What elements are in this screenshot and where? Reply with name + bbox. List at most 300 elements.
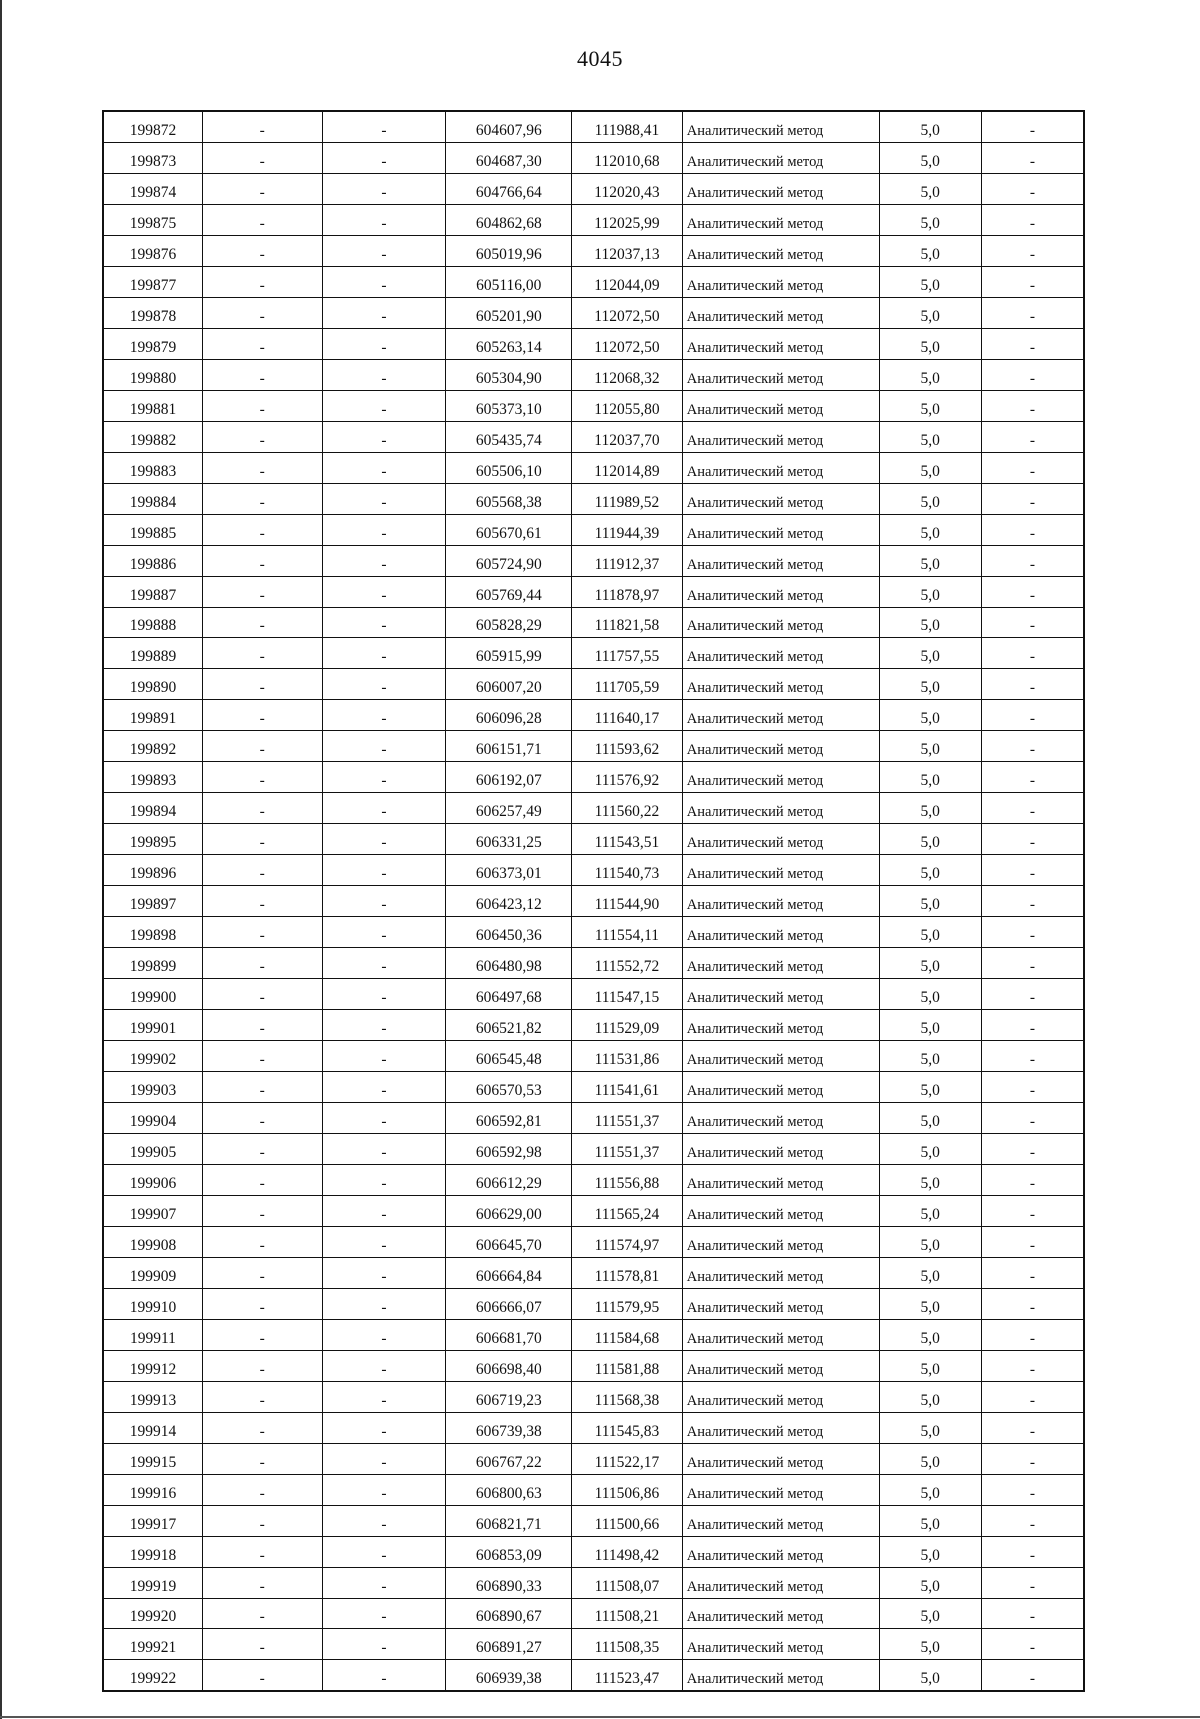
method-cell: Аналитический метод [682,1226,879,1257]
col8-cell: - [981,1629,1084,1660]
point-number-cell: 199920 [103,1598,202,1629]
col8-cell: - [981,1474,1084,1505]
col8-cell: - [981,607,1084,638]
y-coordinate-cell: 111543,51 [572,824,683,855]
method-cell: Аналитический метод [682,731,879,762]
method-cell: Аналитический метод [682,576,879,607]
table-row [103,669,1084,700]
col8-cell: - [981,793,1084,824]
col3-cell: - [322,421,446,452]
y-coordinate-cell: 111989,52 [572,483,683,514]
accuracy-cell: 5,0 [879,1041,981,1072]
x-coordinate-cell: 606800,63 [446,1474,572,1505]
col3-cell: - [322,731,446,762]
col3-cell: - [322,235,446,266]
table-row [103,111,1084,142]
col3-cell: - [322,1164,446,1195]
col3-cell: - [322,514,446,545]
accuracy-cell: 5,0 [879,886,981,917]
x-coordinate-cell: 606545,48 [446,1041,572,1072]
col2-cell: - [202,1103,322,1134]
x-coordinate-cell: 606480,98 [446,948,572,979]
method-cell: Аналитический метод [682,111,879,142]
col2-cell: - [202,1195,322,1226]
accuracy-cell: 5,0 [879,948,981,979]
method-cell: Аналитический метод [682,1536,879,1567]
table-row [103,1412,1084,1443]
point-number-cell: 199900 [103,979,202,1010]
table-row [103,1505,1084,1536]
page-number: 4045 [577,46,623,71]
col8-cell: - [981,266,1084,297]
col2-cell: - [202,1536,322,1567]
table-row [103,1288,1084,1319]
col3-cell: - [322,266,446,297]
point-number-cell: 199899 [103,948,202,979]
point-number-cell: 199906 [103,1164,202,1195]
table-row [103,1103,1084,1134]
col8-cell: - [981,235,1084,266]
accuracy-cell: 5,0 [879,917,981,948]
col8-cell: - [981,359,1084,390]
table-row [103,1195,1084,1226]
col8-cell: - [981,1443,1084,1474]
col3-cell: - [322,1257,446,1288]
method-cell: Аналитический метод [682,1257,879,1288]
method-cell: Аналитический метод [682,545,879,576]
point-number-cell: 199874 [103,173,202,204]
page-border-bottom [0,1716,1200,1718]
col3-cell: - [322,204,446,235]
accuracy-cell: 5,0 [879,669,981,700]
table-row [103,1041,1084,1072]
accuracy-cell: 5,0 [879,1443,981,1474]
x-coordinate-cell: 605724,90 [446,545,572,576]
y-coordinate-cell: 112044,09 [572,266,683,297]
col3-cell: - [322,1103,446,1134]
y-coordinate-cell: 111574,97 [572,1226,683,1257]
col8-cell: - [981,1598,1084,1629]
col3-cell: - [322,111,446,142]
point-number-cell: 199909 [103,1257,202,1288]
point-number-cell: 199883 [103,452,202,483]
table-row [103,421,1084,452]
accuracy-cell: 5,0 [879,1567,981,1598]
point-number-cell: 199897 [103,886,202,917]
col8-cell: - [981,111,1084,142]
x-coordinate-cell: 606521,82 [446,1010,572,1041]
col3-cell: - [322,1226,446,1257]
y-coordinate-cell: 111522,17 [572,1443,683,1474]
accuracy-cell: 5,0 [879,762,981,793]
point-number-cell: 199917 [103,1505,202,1536]
col8-cell: - [981,421,1084,452]
x-coordinate-cell: 606939,38 [446,1660,572,1691]
point-number-cell: 199902 [103,1041,202,1072]
method-cell: Аналитический метод [682,1567,879,1598]
col8-cell: - [981,979,1084,1010]
method-cell: Аналитический метод [682,1164,879,1195]
y-coordinate-cell: 111529,09 [572,1010,683,1041]
table-row [103,142,1084,173]
x-coordinate-cell: 606890,33 [446,1567,572,1598]
col3-cell: - [322,762,446,793]
y-coordinate-cell: 111584,68 [572,1319,683,1350]
col3-cell: - [322,576,446,607]
x-coordinate-cell: 606629,00 [446,1195,572,1226]
accuracy-cell: 5,0 [879,483,981,514]
accuracy-cell: 5,0 [879,1598,981,1629]
col8-cell: - [981,1536,1084,1567]
x-coordinate-cell: 605568,38 [446,483,572,514]
accuracy-cell: 5,0 [879,979,981,1010]
x-coordinate-cell: 605019,96 [446,235,572,266]
col3-cell: - [322,1505,446,1536]
accuracy-cell: 5,0 [879,359,981,390]
col3-cell: - [322,1412,446,1443]
table-row [103,1257,1084,1288]
table-row [103,979,1084,1010]
method-cell: Аналитический метод [682,235,879,266]
point-number-cell: 199919 [103,1567,202,1598]
col2-cell: - [202,1350,322,1381]
x-coordinate-cell: 604766,64 [446,173,572,204]
method-cell: Аналитический метод [682,979,879,1010]
col3-cell: - [322,1536,446,1567]
point-number-cell: 199903 [103,1072,202,1103]
accuracy-cell: 5,0 [879,1257,981,1288]
col2-cell: - [202,638,322,669]
x-coordinate-cell: 606096,28 [446,700,572,731]
accuracy-cell: 5,0 [879,1319,981,1350]
point-number-cell: 199918 [103,1536,202,1567]
y-coordinate-cell: 111579,95 [572,1288,683,1319]
col8-cell: - [981,1257,1084,1288]
col2-cell: - [202,328,322,359]
y-coordinate-cell: 111554,11 [572,917,683,948]
col2-cell: - [202,142,322,173]
x-coordinate-cell: 606151,71 [446,731,572,762]
accuracy-cell: 5,0 [879,638,981,669]
y-coordinate-cell: 111705,59 [572,669,683,700]
x-coordinate-cell: 605201,90 [446,297,572,328]
accuracy-cell: 5,0 [879,173,981,204]
y-coordinate-cell: 112072,50 [572,328,683,359]
col2-cell: - [202,948,322,979]
y-coordinate-cell: 111640,17 [572,700,683,731]
table-row [103,1598,1084,1629]
col3-cell: - [322,886,446,917]
table-row [103,359,1084,390]
col2-cell: - [202,204,322,235]
col8-cell: - [981,1072,1084,1103]
y-coordinate-cell: 111551,37 [572,1133,683,1164]
col8-cell: - [981,1319,1084,1350]
accuracy-cell: 5,0 [879,1103,981,1134]
col3-cell: - [322,1010,446,1041]
col2-cell: - [202,173,322,204]
col2-cell: - [202,1257,322,1288]
accuracy-cell: 5,0 [879,1536,981,1567]
y-coordinate-cell: 111821,58 [572,607,683,638]
table-row [103,452,1084,483]
y-coordinate-cell: 111500,66 [572,1505,683,1536]
y-coordinate-cell: 112010,68 [572,142,683,173]
point-number-cell: 199908 [103,1226,202,1257]
x-coordinate-cell: 604687,30 [446,142,572,173]
col2-cell: - [202,545,322,576]
x-coordinate-cell: 605116,00 [446,266,572,297]
y-coordinate-cell: 112055,80 [572,390,683,421]
y-coordinate-cell: 111531,86 [572,1041,683,1072]
method-cell: Аналитический метод [682,1010,879,1041]
col2-cell: - [202,669,322,700]
col3-cell: - [322,979,446,1010]
accuracy-cell: 5,0 [879,793,981,824]
col8-cell: - [981,576,1084,607]
col2-cell: - [202,607,322,638]
table-row [103,1226,1084,1257]
col2-cell: - [202,390,322,421]
accuracy-cell: 5,0 [879,1660,981,1691]
table-body [103,111,1084,1691]
x-coordinate-cell: 606767,22 [446,1443,572,1474]
y-coordinate-cell: 111556,88 [572,1164,683,1195]
accuracy-cell: 5,0 [879,607,981,638]
table-row [103,638,1084,669]
col8-cell: - [981,514,1084,545]
point-number-cell: 199881 [103,390,202,421]
col2-cell: - [202,1041,322,1072]
table-row [103,731,1084,762]
point-number-cell: 199904 [103,1103,202,1134]
col3-cell: - [322,1072,446,1103]
table-row [103,1133,1084,1164]
table-row [103,855,1084,886]
col2-cell: - [202,1288,322,1319]
y-coordinate-cell: 111552,72 [572,948,683,979]
accuracy-cell: 5,0 [879,1381,981,1412]
accuracy-cell: 5,0 [879,576,981,607]
method-cell: Аналитический метод [682,390,879,421]
method-cell: Аналитический метод [682,917,879,948]
col2-cell: - [202,297,322,328]
x-coordinate-cell: 606666,07 [446,1288,572,1319]
table-row [103,607,1084,638]
table-row [103,1443,1084,1474]
method-cell: Аналитический метод [682,1195,879,1226]
method-cell: Аналитический метод [682,855,879,886]
point-number-cell: 199890 [103,669,202,700]
point-number-cell: 199912 [103,1350,202,1381]
method-cell: Аналитический метод [682,1474,879,1505]
accuracy-cell: 5,0 [879,514,981,545]
col2-cell: - [202,1629,322,1660]
col8-cell: - [981,1412,1084,1443]
x-coordinate-cell: 606592,98 [446,1133,572,1164]
table-row [103,576,1084,607]
table-row [103,1072,1084,1103]
col3-cell: - [322,452,446,483]
table-row [103,917,1084,948]
col8-cell: - [981,545,1084,576]
col3-cell: - [322,1350,446,1381]
table-row [103,793,1084,824]
col3-cell: - [322,173,446,204]
accuracy-cell: 5,0 [879,452,981,483]
point-number-cell: 199892 [103,731,202,762]
point-number-cell: 199905 [103,1133,202,1164]
col2-cell: - [202,266,322,297]
col2-cell: - [202,731,322,762]
col8-cell: - [981,1381,1084,1412]
table-row [103,204,1084,235]
point-number-cell: 199891 [103,700,202,731]
col2-cell: - [202,235,322,266]
col3-cell: - [322,607,446,638]
x-coordinate-cell: 606821,71 [446,1505,572,1536]
col3-cell: - [322,1381,446,1412]
accuracy-cell: 5,0 [879,204,981,235]
point-number-cell: 199895 [103,824,202,855]
accuracy-cell: 5,0 [879,824,981,855]
x-coordinate-cell: 606007,20 [446,669,572,700]
x-coordinate-cell: 605373,10 [446,390,572,421]
col2-cell: - [202,979,322,1010]
col8-cell: - [981,731,1084,762]
col8-cell: - [981,638,1084,669]
col2-cell: - [202,1412,322,1443]
method-cell: Аналитический метод [682,762,879,793]
y-coordinate-cell: 111878,97 [572,576,683,607]
method-cell: Аналитический метод [682,1319,879,1350]
method-cell: Аналитический метод [682,669,879,700]
point-number-cell: 199879 [103,328,202,359]
y-coordinate-cell: 111912,37 [572,545,683,576]
point-number-cell: 199922 [103,1660,202,1691]
table-row [103,1350,1084,1381]
y-coordinate-cell: 111568,38 [572,1381,683,1412]
y-coordinate-cell: 112037,13 [572,235,683,266]
col8-cell: - [981,142,1084,173]
col2-cell: - [202,1598,322,1629]
col8-cell: - [981,483,1084,514]
col3-cell: - [322,700,446,731]
y-coordinate-cell: 111944,39 [572,514,683,545]
method-cell: Аналитический метод [682,1598,879,1629]
accuracy-cell: 5,0 [879,731,981,762]
table-row [103,1567,1084,1598]
point-number-cell: 199916 [103,1474,202,1505]
col2-cell: - [202,1474,322,1505]
method-cell: Аналитический метод [682,142,879,173]
table-row [103,1660,1084,1691]
accuracy-cell: 5,0 [879,328,981,359]
method-cell: Аналитический метод [682,824,879,855]
col2-cell: - [202,1660,322,1691]
coordinates-table [102,110,1085,1692]
x-coordinate-cell: 604607,96 [446,111,572,142]
y-coordinate-cell: 111523,47 [572,1660,683,1691]
table-row [103,483,1084,514]
col2-cell: - [202,700,322,731]
accuracy-cell: 5,0 [879,1010,981,1041]
point-number-cell: 199893 [103,762,202,793]
y-coordinate-cell: 111544,90 [572,886,683,917]
col3-cell: - [322,669,446,700]
method-cell: Аналитический метод [682,483,879,514]
y-coordinate-cell: 111578,81 [572,1257,683,1288]
col3-cell: - [322,545,446,576]
y-coordinate-cell: 112020,43 [572,173,683,204]
accuracy-cell: 5,0 [879,297,981,328]
col8-cell: - [981,1660,1084,1691]
x-coordinate-cell: 605435,74 [446,421,572,452]
point-number-cell: 199901 [103,1010,202,1041]
col8-cell: - [981,1010,1084,1041]
table-row [103,390,1084,421]
y-coordinate-cell: 111560,22 [572,793,683,824]
y-coordinate-cell: 111988,41 [572,111,683,142]
col3-cell: - [322,1598,446,1629]
col2-cell: - [202,762,322,793]
x-coordinate-cell: 606739,38 [446,1412,572,1443]
point-number-cell: 199889 [103,638,202,669]
col3-cell: - [322,359,446,390]
col2-cell: - [202,886,322,917]
x-coordinate-cell: 606192,07 [446,762,572,793]
accuracy-cell: 5,0 [879,390,981,421]
point-number-cell: 199886 [103,545,202,576]
col2-cell: - [202,111,322,142]
point-number-cell: 199888 [103,607,202,638]
accuracy-cell: 5,0 [879,1226,981,1257]
x-coordinate-cell: 606890,67 [446,1598,572,1629]
col8-cell: - [981,390,1084,421]
y-coordinate-cell: 111547,15 [572,979,683,1010]
col8-cell: - [981,948,1084,979]
accuracy-cell: 5,0 [879,1629,981,1660]
page-border-left [0,0,2,1719]
col8-cell: - [981,917,1084,948]
point-number-cell: 199887 [103,576,202,607]
col2-cell: - [202,1164,322,1195]
accuracy-cell: 5,0 [879,1412,981,1443]
x-coordinate-cell: 606373,01 [446,855,572,886]
col2-cell: - [202,1567,322,1598]
table-row [103,886,1084,917]
y-coordinate-cell: 111576,92 [572,762,683,793]
accuracy-cell: 5,0 [879,1474,981,1505]
col8-cell: - [981,700,1084,731]
accuracy-cell: 5,0 [879,855,981,886]
method-cell: Аналитический метод [682,1133,879,1164]
point-number-cell: 199913 [103,1381,202,1412]
accuracy-cell: 5,0 [879,1350,981,1381]
col8-cell: - [981,1041,1084,1072]
col8-cell: - [981,1103,1084,1134]
point-number-cell: 199915 [103,1443,202,1474]
col8-cell: - [981,1195,1084,1226]
method-cell: Аналитический метод [682,1629,879,1660]
col8-cell: - [981,855,1084,886]
method-cell: Аналитический метод [682,1443,879,1474]
y-coordinate-cell: 111593,62 [572,731,683,762]
method-cell: Аналитический метод [682,266,879,297]
col3-cell: - [322,1443,446,1474]
col2-cell: - [202,1072,322,1103]
y-coordinate-cell: 111581,88 [572,1350,683,1381]
